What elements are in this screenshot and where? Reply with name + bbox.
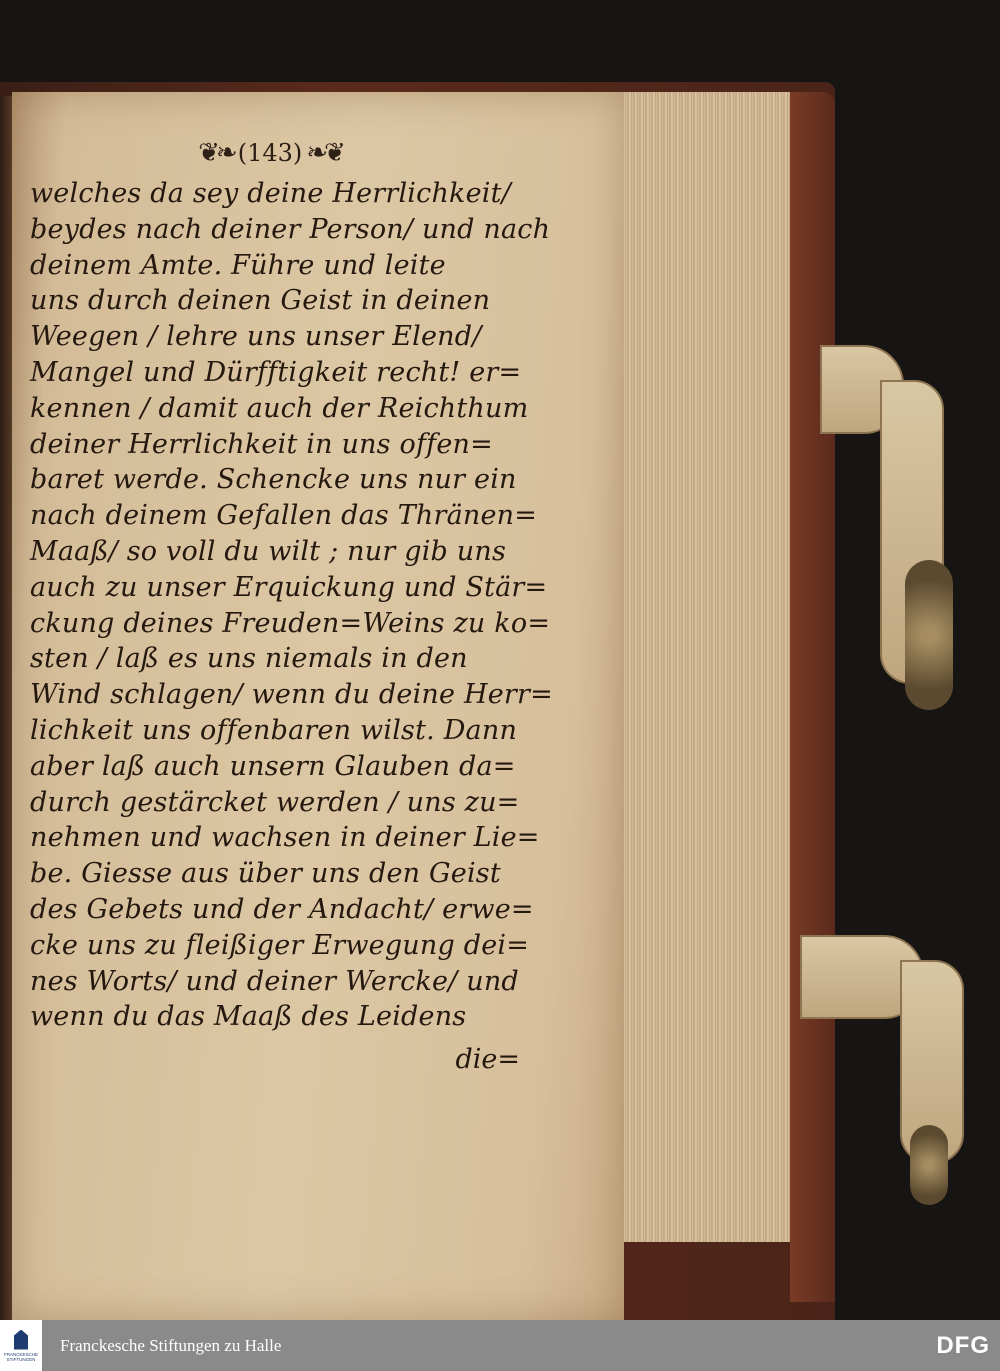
text-line: des Gebets und der Andacht/ erwe= bbox=[30, 893, 534, 925]
header-flourish-left: ❦❧ bbox=[198, 138, 234, 168]
dfg-logo[interactable]: DFG bbox=[936, 1332, 990, 1359]
catchword: die= bbox=[455, 1044, 520, 1075]
text-line: be. Giesse aus über uns den Geist bbox=[30, 858, 501, 890]
text-line: cke uns zu fleißiger Erwegung dei= bbox=[30, 929, 530, 961]
viewer-footer bbox=[0, 1320, 1000, 1371]
text-line: auch zu unser Erquickung und Stär= bbox=[30, 571, 548, 603]
text-line: nes Worts/ und deiner Wercke/ und bbox=[30, 965, 519, 997]
text-line: aber laß auch unsern Glauben da= bbox=[30, 750, 516, 782]
header-flourish-right: ❧❦ bbox=[306, 138, 342, 168]
text-line: welches da sey deine Herrlichkeit/ bbox=[30, 178, 511, 209]
logo-caption: FRANCKESCHE STIFTUNGEN bbox=[3, 1351, 38, 1362]
book-spine-edge bbox=[790, 92, 835, 1302]
page-text bbox=[30, 176, 553, 1035]
clasp-metal-ornament-bottom bbox=[910, 1125, 948, 1205]
text-line: Wind schlagen/ wenn du deine Herr= bbox=[30, 679, 553, 711]
text-line: nehmen und wachsen in deiner Lie= bbox=[30, 822, 540, 854]
text-line: uns durch deinen Geist in deinen bbox=[30, 285, 491, 317]
text-line: kennen / damit auch der Reichthum bbox=[30, 392, 529, 424]
text-line: deinem Amte. Führe und leite bbox=[30, 249, 446, 281]
text-line: Mangel und Dürfftigkeit recht! er= bbox=[30, 356, 522, 388]
institution-logo[interactable] bbox=[0, 1320, 42, 1371]
institution-name: Franckesche Stiftungen zu Halle bbox=[60, 1335, 282, 1355]
text-line: Maaß/ so voll du wilt ; nur gib uns bbox=[30, 535, 507, 567]
text-line: baret werde. Schencke uns nur ein bbox=[30, 464, 517, 496]
text-line: Weegen / lehre uns unser Elend/ bbox=[30, 321, 482, 353]
text-line: lichkeit uns offenbaren wilst. Dann bbox=[30, 714, 518, 746]
text-line: nach deinem Gefallen das Thränen= bbox=[30, 500, 538, 532]
page-header bbox=[180, 132, 360, 174]
text-line: beydes nach deiner Person/ und nach bbox=[30, 213, 551, 245]
text-line: wenn du das Maaß des Leidens bbox=[30, 1001, 467, 1033]
building-icon bbox=[14, 1330, 28, 1350]
text-line: sten / laß es uns niemals in den bbox=[30, 643, 468, 675]
text-line: ckung deines Freuden=Weins zu ko= bbox=[30, 607, 551, 639]
page-edges bbox=[620, 92, 806, 1242]
text-line: durch gestärcket werden / uns zu= bbox=[30, 786, 520, 818]
page-number: (143) bbox=[237, 139, 303, 167]
text-line: deiner Herrlichkeit in uns offen= bbox=[30, 428, 493, 460]
clasp-metal-ornament-top bbox=[905, 560, 953, 710]
